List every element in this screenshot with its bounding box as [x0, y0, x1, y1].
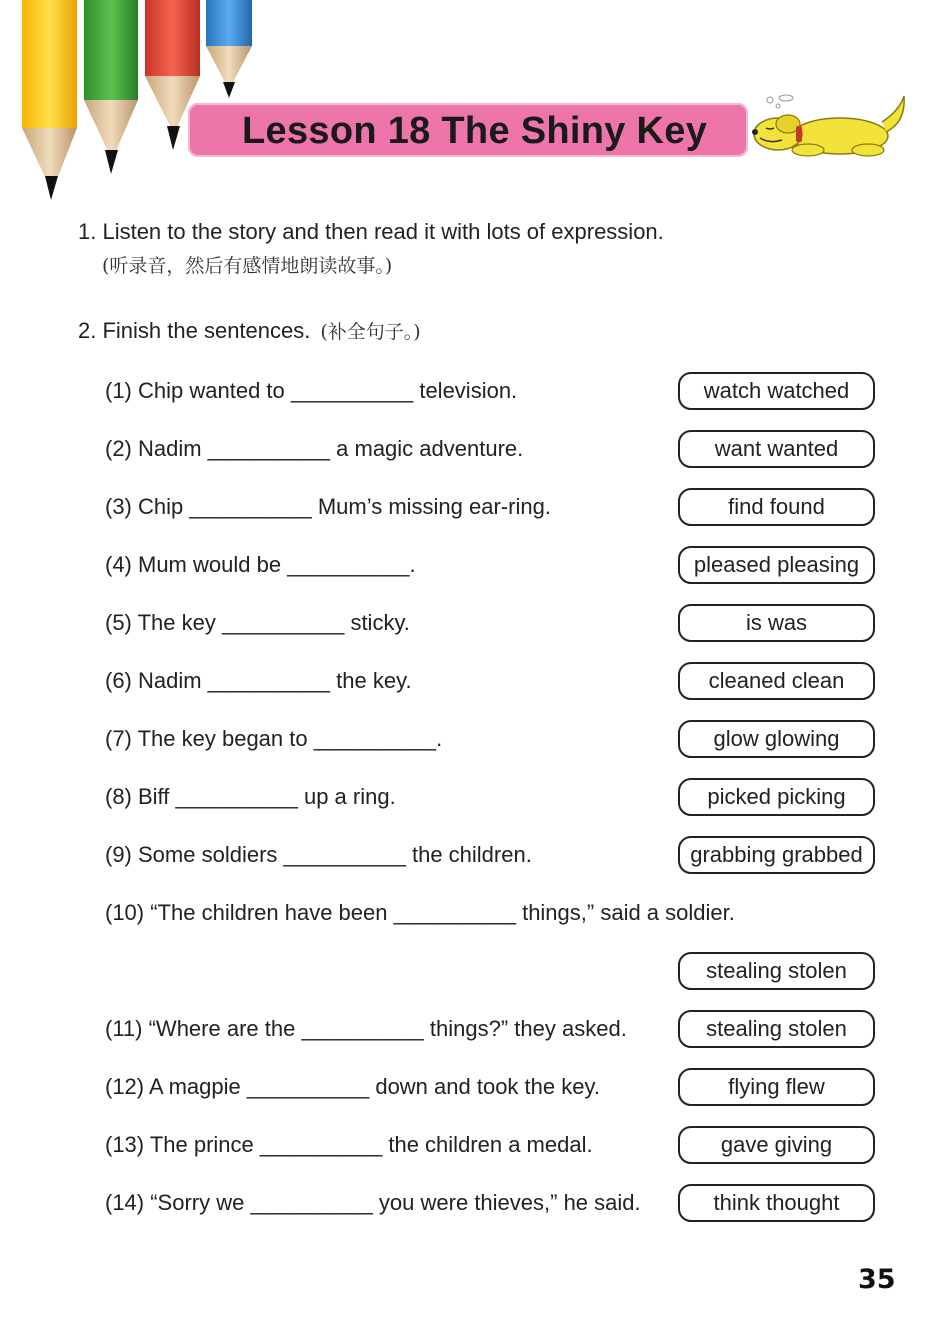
choice-box-6: cleaned clean — [678, 662, 875, 700]
choice-box-10: stealing stolen — [678, 952, 875, 990]
sleeping-dog-icon — [748, 92, 918, 162]
task-2-text-cn: (补全句子。) — [320, 321, 421, 343]
sentence-12: (12) A magpie __________ down and took the key. — [105, 1074, 600, 1099]
green-pencil-icon — [84, 0, 138, 174]
choice-box-13: gave giving — [678, 1126, 875, 1164]
sentence-10: (10) “The children have been __________ things,” said a soldier. — [105, 900, 735, 925]
choice-box-9: grabbing grabbed — [678, 836, 875, 874]
choice-box-12: flying flew — [678, 1068, 875, 1106]
sentence-6: (6) Nadim __________ the key. — [105, 668, 412, 693]
choice-box-14: think thought — [678, 1184, 875, 1222]
sentence-13: (13) The prince __________ the children a medal. — [105, 1132, 593, 1157]
sentence-4: (4) Mum would be __________. — [105, 552, 416, 577]
sentence-14: (14) “Sorry we __________ you were thieves,” he said. — [105, 1190, 641, 1215]
task-1-instruction: 1. Listen to the story and then read it with lots of expression. — [78, 219, 664, 244]
choice-box-5: is was — [678, 604, 875, 642]
page-number: 35 — [858, 1264, 896, 1295]
sentence-1: (1) Chip wanted to __________ television. — [105, 378, 518, 403]
task-2-instruction — [78, 317, 421, 344]
task-1-instruction-cn: (听录音，然后有感情地朗读故事。) — [102, 255, 393, 277]
choice-box-4: pleased pleasing — [678, 546, 875, 584]
sentence-8: (8) Biff __________ up a ring. — [105, 784, 396, 809]
blue-pencil-icon — [206, 0, 252, 98]
choice-box-8: picked picking — [678, 778, 875, 816]
choice-box-3: find found — [678, 488, 875, 526]
choice-box-7: glow glowing — [678, 720, 875, 758]
sentence-11: (11) “Where are the __________ things?” they asked. — [105, 1016, 627, 1041]
page-title: Lesson 18 The Shiny Key — [242, 110, 708, 152]
sentence-9: (9) Some soldiers __________ the children. — [105, 842, 532, 867]
choice-box-11: stealing stolen — [678, 1010, 875, 1048]
sentence-7: (7) The key began to __________. — [105, 726, 443, 751]
sentence-5: (5) The key __________ sticky. — [105, 610, 410, 635]
choice-box-2: want wanted — [678, 430, 875, 468]
sentence-2: (2) Nadim __________ a magic adventure. — [105, 436, 524, 461]
choice-box-1: watch watched — [678, 372, 875, 410]
yellow-pencil-icon — [22, 0, 77, 200]
task-2-text: 2. Finish the sentences. — [78, 318, 311, 343]
sentence-3: (3) Chip __________ Mum’s missing ear-ring. — [105, 494, 551, 519]
